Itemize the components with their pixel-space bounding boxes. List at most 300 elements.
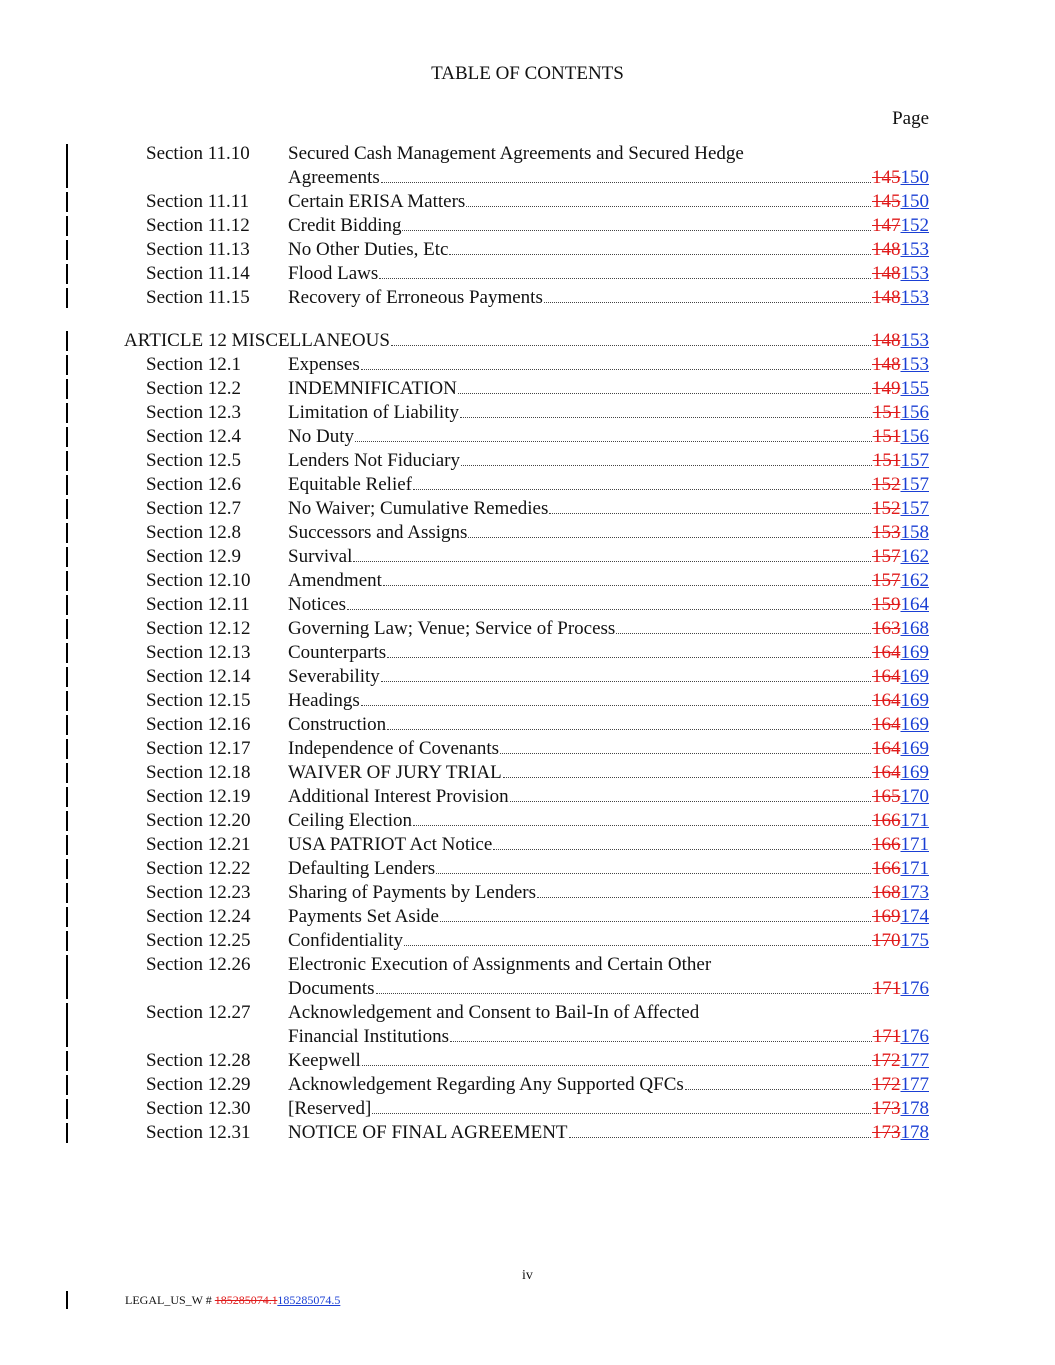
toc-section-entry[interactable]	[0, 1097, 1055, 1121]
section-number: Section 12.17	[146, 738, 251, 759]
change-bar	[66, 264, 68, 284]
section-title[interactable]: Defaulting Lenders	[288, 858, 436, 879]
change-bar	[66, 571, 68, 591]
old-page-number: 151	[872, 450, 901, 471]
change-bar	[66, 1099, 68, 1119]
page-ref[interactable]	[872, 881, 929, 905]
new-page-number[interactable]: 168	[900, 618, 929, 639]
section-number: Section 12.4	[146, 426, 241, 447]
page-ref[interactable]	[872, 785, 929, 809]
change-bar	[66, 643, 68, 663]
section-number: Section 12.7	[146, 498, 241, 519]
section-title[interactable]: Flood Laws	[288, 263, 379, 284]
section-title[interactable]: Ceiling Election	[288, 810, 413, 831]
section-title[interactable]: Lenders Not Fiduciary	[288, 450, 461, 471]
dot-leader	[549, 513, 871, 514]
new-page-number[interactable]: 158	[900, 522, 929, 543]
section-title[interactable]: Acknowledgement and Consent to Bail-In of Affected	[288, 1002, 700, 1023]
section-number: Section 12.2	[146, 378, 241, 399]
change-bar	[66, 715, 68, 735]
change-bar	[66, 691, 68, 711]
new-page-number[interactable]: 162	[900, 570, 929, 591]
dot-leader	[387, 657, 871, 658]
section-number: Section 12.13	[146, 642, 251, 663]
old-page-number: 164	[872, 738, 901, 759]
dot-leader	[381, 182, 871, 183]
dot-leader	[402, 230, 871, 231]
dot-leader	[381, 681, 871, 682]
section-title[interactable]: Severability	[288, 666, 380, 687]
old-page-number: 172	[872, 1074, 901, 1095]
section-number: Section 12.23	[146, 882, 251, 903]
toc-section-entry[interactable]	[0, 190, 1055, 214]
toc-section-entry[interactable]	[0, 377, 1055, 401]
section-title[interactable]: Governing Law; Venue; Service of Process	[288, 618, 616, 639]
section-title[interactable]: Construction	[288, 714, 387, 735]
new-page-number[interactable]: 156	[900, 402, 929, 423]
page-ref[interactable]	[872, 593, 929, 617]
section-title[interactable]: Successors and Assigns	[288, 522, 468, 543]
dot-leader	[436, 873, 871, 874]
page-ref[interactable]	[872, 833, 929, 857]
old-page-number: 165	[872, 786, 901, 807]
toc-section-entry[interactable]	[0, 286, 1055, 310]
old-page-number: 164	[872, 642, 901, 663]
change-bar	[66, 240, 68, 260]
dot-leader	[461, 465, 872, 466]
new-page-number[interactable]: 177	[900, 1050, 929, 1071]
dot-leader	[685, 1089, 871, 1090]
new-page-number[interactable]: 178	[900, 1122, 929, 1143]
page-ref[interactable]	[873, 1025, 929, 1049]
dot-leader	[383, 585, 871, 586]
section-title[interactable]: Limitation of Liability	[288, 402, 459, 423]
dot-leader	[493, 849, 871, 850]
new-page-number[interactable]: 162	[900, 546, 929, 567]
old-page-number: 157	[872, 546, 901, 567]
section-number: Section 12.27	[146, 1002, 251, 1023]
new-page-number[interactable]: 177	[900, 1074, 929, 1095]
section-title[interactable]: Credit Bidding	[288, 215, 402, 236]
new-page-number[interactable]: 157	[900, 498, 929, 519]
old-page-number: 173	[872, 1122, 901, 1143]
section-number: Section 12.12	[146, 618, 251, 639]
section-number: Section 12.5	[146, 450, 241, 471]
dot-leader	[376, 993, 872, 994]
section-title[interactable]: Expenses	[288, 354, 360, 375]
dot-leader	[413, 489, 871, 490]
dot-leader	[544, 302, 871, 303]
old-page-number: 148	[872, 287, 901, 308]
new-page-number[interactable]: 150	[900, 167, 929, 188]
toc-section-entry[interactable]	[0, 1073, 1055, 1097]
change-bar	[66, 811, 68, 831]
section-title[interactable]: Notices	[288, 594, 347, 615]
section-title[interactable]: Secured Cash Management Agreements and Secured Hedge	[288, 143, 744, 164]
change-bar	[66, 355, 68, 375]
dot-leader	[387, 729, 871, 730]
section-number: Section 11.13	[146, 239, 250, 260]
section-title[interactable]: No Duty	[288, 426, 354, 447]
page-ref[interactable]	[872, 1073, 929, 1097]
dot-leader	[616, 633, 871, 634]
toc-section-entry[interactable]	[0, 689, 1055, 713]
page-ref[interactable]	[872, 166, 929, 190]
new-page-number[interactable]: 171	[900, 858, 929, 879]
section-number: Section 12.14	[146, 666, 251, 687]
change-bar	[66, 403, 68, 423]
toc-section-entry[interactable]	[0, 641, 1055, 665]
dot-leader	[537, 897, 871, 898]
toc-section-entry[interactable]	[0, 262, 1055, 286]
old-page-number: 172	[872, 1050, 901, 1071]
old-page-number: 157	[872, 570, 901, 591]
section-title[interactable]: [Reserved]	[288, 1098, 372, 1119]
toc-section-entry[interactable]	[0, 785, 1055, 809]
toc-list	[0, 142, 1055, 1145]
section-number: Section 12.10	[146, 570, 251, 591]
old-page-number: 145	[872, 191, 901, 212]
page-ref[interactable]	[872, 737, 929, 761]
section-title[interactable]: Headings	[288, 690, 360, 711]
section-title[interactable]: No Waiver; Cumulative Remedies	[288, 498, 549, 519]
new-page-number[interactable]: 169	[900, 714, 929, 735]
new-page-number[interactable]: 150	[900, 191, 929, 212]
page-ref[interactable]	[872, 617, 929, 641]
section-title[interactable]: Certain ERISA Matters	[288, 191, 466, 212]
section-number: Section 11.15	[146, 287, 250, 308]
change-bar	[66, 619, 68, 639]
dot-leader	[391, 345, 871, 346]
toc-section-entry[interactable]	[0, 737, 1055, 761]
change-bar	[66, 451, 68, 471]
change-bar	[66, 547, 68, 567]
change-bar	[66, 1051, 68, 1071]
page-ref[interactable]	[873, 401, 929, 425]
toc-section-entry[interactable]	[0, 545, 1055, 569]
new-page-number[interactable]: 173	[900, 882, 929, 903]
section-title[interactable]: Amendment	[288, 570, 382, 591]
toc-section-entry[interactable]	[0, 905, 1055, 929]
section-number: Section 12.11	[146, 594, 250, 615]
new-page-number[interactable]: 155	[900, 378, 929, 399]
page-ref[interactable]	[872, 761, 929, 785]
section-number: Section 12.25	[146, 930, 251, 951]
old-page-number: 164	[872, 690, 901, 711]
dot-leader	[460, 417, 872, 418]
new-page-number[interactable]: 171	[900, 834, 929, 855]
toc-section-entry[interactable]	[0, 761, 1055, 785]
old-page-number: 148	[872, 263, 901, 284]
dot-leader	[440, 921, 871, 922]
new-page-number[interactable]: 152	[900, 215, 929, 236]
old-page-number: 145	[872, 167, 901, 188]
page-ref[interactable]	[872, 238, 929, 262]
section-title[interactable]: INDEMNIFICATION	[288, 378, 457, 399]
section-title[interactable]: Keepwell	[288, 1050, 361, 1071]
section-number: Section 12.30	[146, 1098, 251, 1119]
change-bar	[66, 739, 68, 759]
new-page-number[interactable]: 178	[900, 1098, 929, 1119]
section-number: Section 12.26	[146, 954, 251, 975]
dot-leader	[362, 1065, 871, 1066]
dot-leader	[500, 753, 871, 754]
new-page-number[interactable]: 169	[900, 642, 929, 663]
dot-leader	[503, 777, 871, 778]
section-title[interactable]: Acknowledgement Regarding Any Supported QFCs	[288, 1074, 684, 1095]
toc-section-entry[interactable]	[0, 142, 1055, 190]
section-number: Section 11.10	[146, 143, 250, 164]
toc-section-entry[interactable]	[0, 473, 1055, 497]
toc-section-entry[interactable]	[0, 425, 1055, 449]
toc-section-entry[interactable]	[0, 569, 1055, 593]
section-number: Section 11.11	[146, 191, 250, 212]
dot-leader	[466, 206, 871, 207]
change-bar	[66, 883, 68, 903]
change-bar	[66, 1003, 68, 1047]
old-page-number: 166	[872, 810, 901, 831]
new-page-number[interactable]: 169	[900, 762, 929, 783]
new-page-number[interactable]: 153	[900, 354, 929, 375]
old-page-number: 164	[872, 714, 901, 735]
change-bar	[66, 144, 68, 188]
new-page-number[interactable]: 171	[900, 810, 929, 831]
dot-leader	[347, 609, 871, 610]
section-title-continued[interactable]: Financial Institutions	[288, 1026, 449, 1047]
change-bar	[66, 667, 68, 687]
dot-leader	[355, 441, 872, 442]
change-bar	[66, 931, 68, 951]
old-page-number: 168	[872, 882, 901, 903]
old-page-number: 149	[872, 378, 901, 399]
section-number: Section 12.15	[146, 690, 251, 711]
change-bar	[66, 1291, 68, 1309]
page-ref[interactable]	[872, 1121, 929, 1145]
new-page-number[interactable]: 156	[900, 426, 929, 447]
toc-section-entry[interactable]	[0, 881, 1055, 905]
old-page-number: 148	[872, 354, 901, 375]
toc-section-entry[interactable]	[0, 1121, 1055, 1145]
page-ref[interactable]	[872, 569, 929, 593]
new-page-number[interactable]: 170	[900, 786, 929, 807]
section-number: Section 11.14	[146, 263, 250, 284]
new-page-number[interactable]: 169	[900, 738, 929, 759]
new-page-number[interactable]: 153	[900, 330, 929, 351]
section-number: Section 12.18	[146, 762, 251, 783]
toc-section-entry[interactable]	[0, 497, 1055, 521]
section-number: Section 12.8	[146, 522, 241, 543]
page-ref[interactable]	[872, 473, 929, 497]
new-page-number[interactable]: 174	[900, 906, 929, 927]
toc-article-entry[interactable]	[0, 329, 1055, 353]
section-title-continued[interactable]: Agreements	[288, 167, 380, 188]
page-number: iv	[522, 1268, 533, 1283]
new-page-number[interactable]: 157	[900, 450, 929, 471]
page-ref[interactable]	[873, 425, 929, 449]
dot-leader	[413, 825, 871, 826]
old-page-number: 163	[872, 618, 901, 639]
toc-section-entry[interactable]	[0, 857, 1055, 881]
page-ref[interactable]	[872, 641, 929, 665]
toc-section-entry[interactable]	[0, 665, 1055, 689]
page-ref[interactable]	[872, 353, 929, 377]
old-page-number: 159	[872, 594, 901, 615]
dot-leader	[450, 1041, 872, 1042]
dot-leader	[510, 801, 871, 802]
section-title-continued[interactable]: Documents	[288, 978, 375, 999]
toc-section-entry[interactable]	[0, 617, 1055, 641]
page-ref[interactable]	[872, 689, 929, 713]
old-page-number: 166	[872, 858, 901, 879]
old-page-number: 164	[872, 666, 901, 687]
page-ref[interactable]	[872, 286, 929, 310]
section-title[interactable]: Independence of Covenants	[288, 738, 500, 759]
page-ref[interactable]	[872, 857, 929, 881]
old-page-number: 166	[872, 834, 901, 855]
section-number: Section 12.20	[146, 810, 251, 831]
page-ref[interactable]	[872, 521, 929, 545]
dot-leader	[449, 254, 871, 255]
section-title[interactable]: USA PATRIOT Act Notice	[288, 834, 493, 855]
page-ref[interactable]	[872, 1097, 929, 1121]
page-ref[interactable]	[872, 497, 929, 521]
old-page-number: 153	[872, 522, 901, 543]
change-bar	[66, 427, 68, 447]
footer-new-id[interactable]: 185285074.5	[277, 1293, 341, 1307]
section-number: Section 12.19	[146, 786, 251, 807]
page-ref[interactable]	[872, 545, 929, 569]
toc-section-entry[interactable]	[0, 593, 1055, 617]
toc-title: TABLE OF CONTENTS	[431, 63, 624, 84]
page-column-label: Page	[892, 108, 929, 129]
section-title[interactable]: Payments Set Aside	[288, 906, 439, 927]
page-ref[interactable]	[873, 449, 929, 473]
toc-section-entry[interactable]	[0, 238, 1055, 262]
section-number: Section 12.16	[146, 714, 251, 735]
toc-section-entry[interactable]	[0, 521, 1055, 545]
section-title[interactable]: NOTICE OF FINAL AGREEMENT	[288, 1122, 568, 1143]
section-title[interactable]: Additional Interest Provision	[288, 786, 509, 807]
old-page-number: 148	[872, 330, 901, 351]
article-title[interactable]: ARTICLE 12 MISCELLANEOUS	[124, 330, 390, 351]
old-page-number: 151	[872, 426, 901, 447]
section-number: Section 12.6	[146, 474, 241, 495]
section-number: Section 12.31	[146, 1122, 251, 1143]
page-ref[interactable]	[872, 1049, 929, 1073]
section-title[interactable]: Counterparts	[288, 642, 387, 663]
change-bar	[66, 595, 68, 615]
dot-leader	[379, 278, 871, 279]
change-bar	[66, 859, 68, 879]
toc-section-entry[interactable]	[0, 1049, 1055, 1073]
toc-section-entry[interactable]	[0, 401, 1055, 425]
section-number: Section 12.3	[146, 402, 241, 423]
section-number: Section 12.21	[146, 834, 251, 855]
toc-section-entry[interactable]	[0, 1001, 1055, 1049]
dot-leader	[353, 561, 871, 562]
section-title[interactable]: WAIVER OF JURY TRIAL	[288, 762, 502, 783]
change-bar	[66, 379, 68, 399]
old-page-number: 147	[872, 215, 901, 236]
footer-prefix: LEGAL_US_W #	[125, 1293, 215, 1307]
new-page-number[interactable]: 176	[900, 978, 929, 999]
new-page-number[interactable]: 169	[900, 690, 929, 711]
toc-section-entry[interactable]	[0, 953, 1055, 1001]
change-bar	[66, 192, 68, 212]
section-title[interactable]: Electronic Execution of Assignments and Certain Other	[288, 954, 712, 975]
new-page-number[interactable]: 153	[900, 239, 929, 260]
old-page-number: 170	[872, 930, 901, 951]
change-bar	[66, 763, 68, 783]
toc-section-entry[interactable]	[0, 214, 1055, 238]
page-ref[interactable]	[873, 977, 929, 1001]
old-page-number: 169	[872, 906, 901, 927]
change-bar	[66, 835, 68, 855]
toc-section-entry[interactable]	[0, 929, 1055, 953]
new-page-number[interactable]: 164	[900, 594, 929, 615]
section-title[interactable]: Recovery of Erroneous Payments	[288, 287, 543, 308]
old-page-number: 164	[872, 762, 901, 783]
change-bar	[66, 288, 68, 308]
page-ref[interactable]	[872, 214, 929, 238]
new-page-number[interactable]: 153	[900, 287, 929, 308]
toc-section-entry[interactable]	[0, 353, 1055, 377]
dot-leader	[569, 1137, 871, 1138]
dot-leader	[404, 945, 871, 946]
change-bar	[66, 907, 68, 927]
new-page-number[interactable]: 175	[900, 930, 929, 951]
toc-section-entry[interactable]	[0, 809, 1055, 833]
section-number: Section 12.9	[146, 546, 241, 567]
old-page-number: 152	[872, 474, 901, 495]
section-number: Section 12.29	[146, 1074, 251, 1095]
old-page-number: 151	[872, 402, 901, 423]
dot-leader	[468, 537, 871, 538]
section-title[interactable]: Confidentiality	[288, 930, 404, 951]
change-bar	[66, 1123, 68, 1143]
change-bar	[66, 331, 68, 351]
old-page-number: 148	[872, 239, 901, 260]
new-page-number[interactable]: 169	[900, 666, 929, 687]
page-ref[interactable]	[872, 929, 929, 953]
page-ref[interactable]	[872, 665, 929, 689]
page-ref[interactable]	[872, 713, 929, 737]
new-page-number[interactable]: 153	[900, 263, 929, 284]
dot-leader	[372, 1113, 871, 1114]
section-title[interactable]: Equitable Relief	[288, 474, 412, 495]
section-title[interactable]: Survival	[288, 546, 353, 567]
change-bar	[66, 216, 68, 236]
new-page-number[interactable]: 157	[900, 474, 929, 495]
page-ref[interactable]	[872, 905, 929, 929]
toc-section-entry[interactable]	[0, 449, 1055, 473]
page-ref[interactable]	[872, 329, 929, 353]
page-ref[interactable]	[872, 809, 929, 833]
toc-section-entry[interactable]	[0, 713, 1055, 737]
section-number: Section 11.12	[146, 215, 250, 236]
page-ref[interactable]	[872, 190, 929, 214]
section-number: Section 12.22	[146, 858, 251, 879]
section-title[interactable]: No Other Duties, Etc	[288, 239, 449, 260]
page-ref[interactable]	[872, 262, 929, 286]
change-bar	[66, 1075, 68, 1095]
change-bar	[66, 955, 68, 999]
toc-section-entry[interactable]	[0, 833, 1055, 857]
dot-leader	[361, 705, 871, 706]
new-page-number[interactable]: 176	[900, 1026, 929, 1047]
page-ref[interactable]	[872, 377, 929, 401]
section-title[interactable]: Sharing of Payments by Lenders	[288, 882, 537, 903]
